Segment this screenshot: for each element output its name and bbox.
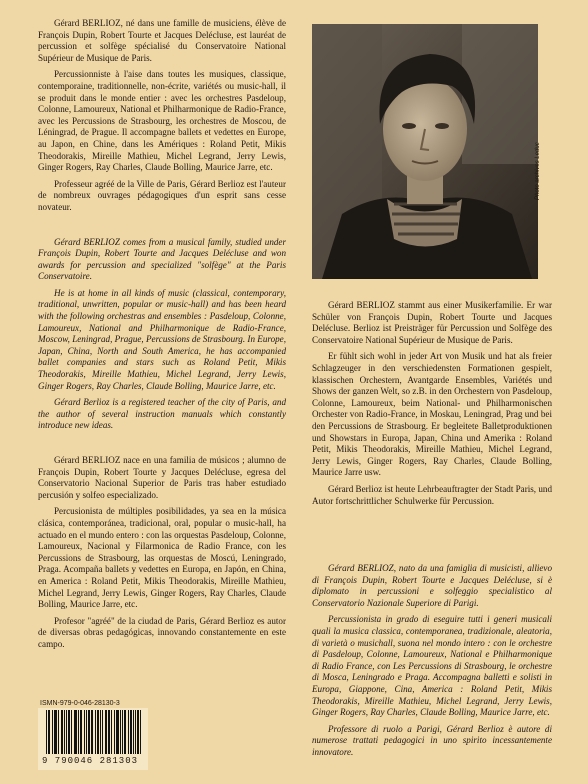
en-paragraph-1: Gérard BERLIOZ comes from a musical family, studied under François Dupin, Robert Tourte and Jacques Delécluse and won awards for percussion and specialized "solfège" at the Paris Conservatoire. (38, 236, 286, 282)
bio-french (38, 18, 286, 214)
photo-credit: Photo archives Leduc (535, 142, 541, 200)
fr-paragraph-2: Percussionniste à l'aise dans toutes les musiques, classique, contemporaine, traditionnelle, non-écrite, variétés ou music-hall, il se produit dans le monde entier : avec les orchestres Pasdeloup, Colonne, Lamoureux, National et Philharmonique de Radio-France, avec les Percussions de Strasbourg, les orchestres de Moscou, de Léningrad, de Prague. Il accompagne ballets et vedettes en Europe, au Japon, en Chine, dans les Amériques : Roland Petit, Mikis Theodorakis, Mireille Mathieu, Michel Legrand, Jerry Lewis, Ginger Rogers, Ray Charles, Claude Bolling, Maurice Jarre, etc. (38, 69, 286, 173)
en-paragraph-3: Gérard Berlioz is a registered teacher of the city of Paris, and the author of several instruction manuals which constantly introduce new ideas. (38, 397, 286, 431)
barcode-bars (46, 710, 142, 756)
fr-paragraph-3: Professeur agréé de la Ville de Paris, Gérard Berlioz est l'auteur de nombreux ouvrages pédagogiques d'un esprit sans cesse novateur. (38, 178, 286, 212)
bio-spanish (38, 455, 286, 651)
de-paragraph-3: Gérard Berlioz ist heute Lehrbeauftragter der Stadt Paris, und Autor fortschrittlicher Schulwerke für Percussion. (312, 483, 552, 506)
de-paragraph-2: Er fühlt sich wohl in jeder Art von Musik und hat als freier Schlagzeuger in den verschiedensten Formationen gespielt, klassischen Orchestern, Avantgarde Ensembles, Variétés und Shows der ganzen Welt, so z.B. in den Orchestern von Pasdeloup, Colonne, Lamoureux, beim National- und Philharmonischen Orchester von Radio-France, in Moskau, Leningrad, Prag und bei den Percussions de Strasbourg. Er begleitete Balletproduktionen und Showstars in Europa, Japan, China und Amerika : Roland Petit, Mikis Theodorakis, Mireille Mathieu, Michel Legrand, Jerry Lewis, Ginger Rogers, Ray Charles, Claude Bolling, Maurice Jarre usw. (312, 351, 552, 478)
en-paragraph-2: He is at home in all kinds of music (classical, contemporary, traditional, unwritten, popular or music-hall) and has been heard with the following orchestras and ensembles : Pasdeloup, Colonne, Lamoureux, National and Philharmonique de Radio-France, Moscow, Leningrad, Prague, Percussions de Strasbourg. In Europe, Japan, China, North and South America, he has accompanied ballet companies and stars such as Roland Petit, Mikis Theodorakis, Mireille Mathieu, Michel Legrand, Jerry Lewis, Ginger Rogers, Ray Charles, Claude Bolling, Maurice Jarre, etc. (38, 287, 286, 391)
it-paragraph-2: Percussionista in grado di eseguire tutti i generi musicali quali la musica classica, contemporanea, tradizionale, aleatoria, di varietà o musichall, suona nel mondo intero : con le orchestre di Pasdeloup, Colonne, Lamoureux, National e Philharmonique di Radio France, con Les Percussions di Strasbourg, le orchestre di Mosca, Leningrado e Praga. Accompagna balletti e solisti in Europa, Giappone, Cina, America : Roland Petit, Mikis Theodorakis, Mireille Mathieu, Michel Legrand, Jerry Lewis, Ginger Rogers, Ray Charles, Claude Bolling, Maurice Jarre, etc. (312, 614, 552, 718)
portrait-photo (312, 24, 538, 279)
es-paragraph-1: Gérard BERLIOZ nace en una familia de músicos ; alumno de François Dupin, Robert Tourte y Jacques Delécluse, egresa del Conservatorio Nacional Superior de Paris tras haber estudiado percusión y solfeo especializado. (38, 455, 286, 500)
barcode (38, 708, 148, 770)
it-paragraph-1: Gérard BERLIOZ, nato da una famiglia di musicisti, allievo di François Dupin, Robert Tourte e Jacques Delécluse, si è diplomato in percussioni e solfeggio specialistico al Conservatorio Nazionale Superiore di Parigi. (312, 563, 552, 608)
ismn-label: ISMN-979-0-046-28130-3 (40, 700, 120, 707)
bio-german (312, 300, 552, 512)
it-paragraph-3: Professore di ruolo a Parigi, Gérard Berlioz è autore di numerose trattati pedagogici in uno spirito incessantemente innovatore. (312, 723, 552, 757)
portrait-illustration (312, 24, 538, 279)
barcode-number: 9 790046 281303 (42, 756, 139, 766)
left-column (38, 18, 286, 656)
bio-italian (312, 563, 552, 764)
es-paragraph-2: Percusionista de múltiples posibilidades, ya sea en la música clásica, contemporánea, tradicional, oral, popular o music-hall, ha actuado en el mundo entero : con las orquestas Pasdeloup, Colonne, Lamoureux, Nacional y Filarmonica de Radio France, con les Percussions de Strasbourg, las orquestas de Moscú, Leningrado, Praga. Acompaña ballets y vedettes en Europa, en Japón, en China, en America : Roland Petit, Mikis Theodorakis, Mireille Mathieu, Michel Legrand, Jerry Lewis, Ginger Rogers, Ray Charles, Claude Bolling, Maurice Jarre, etc. (38, 506, 286, 610)
fr-paragraph-1: Gérard BERLIOZ, né dans une famille de musiciens, élève de François Dupin, Robert Tourte et Jacques Delécluse, est lauréat de percussion et solfège spécialisé du Conservatoire National Supérieur de Musique de Paris. (38, 18, 286, 63)
bio-english (38, 237, 286, 433)
de-paragraph-1: Gérard BERLIOZ stammt aus einer Musikerfamilie. Er war Schüler von François Dupin, Robert Tourte und Jacques Delécluse. Berlioz ist Preisträger für Percussion und Solfège des Conservatoire National Supérieur de Musique de Paris. (312, 300, 552, 345)
es-paragraph-3: Profesor "agréé" de la ciudad de Paris, Gérard Berlioz es autor de diversas obras pedagógicas, innovando constantemente en este campo. (38, 615, 286, 649)
